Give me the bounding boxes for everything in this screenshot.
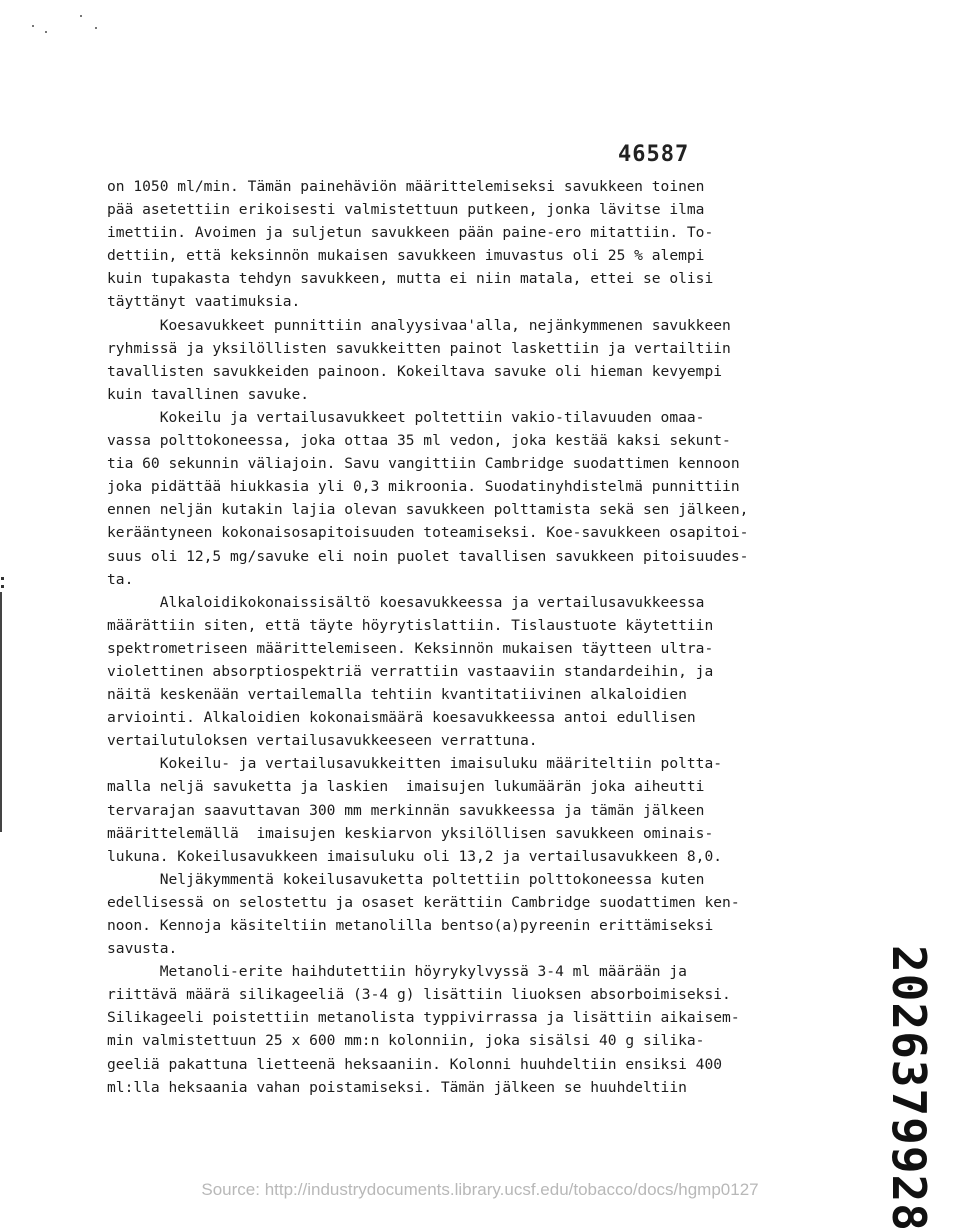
text-line: määrättiin siten, että täyte höyrytislattiin. Tislaustuote käytettiin [107, 616, 714, 634]
text-line: min valmistettuun 25 x 600 mm:n kolonniin, joka sisälsi 40 g silika- [107, 1032, 705, 1050]
text-line: tervarajan saavuttavan 300 mm merkinnän savukkeessa ja tämän jälkeen [107, 801, 705, 819]
text-line: suus oli 12,5 mg/savuke eli noin puolet tavallisen savukkeen pitoisuudes- [107, 547, 749, 565]
text-line: ennen neljän kutakin lajia olevan savukkeen polttamista sekä sen jälkeen, [107, 501, 749, 519]
text-line: Neljäkymmentä kokeilusavuketta poltettiin polttokoneessa kuten [107, 870, 705, 888]
text-line: noon. Kennoja käsiteltiin metanolilla bentso(a)pyreenin erittämiseksi [107, 917, 714, 934]
text-line: näitä keskenään vertailemalla tehtiin kvantitatiivinen alkaloidien [107, 686, 687, 704]
text-line: vertailutuloksen vertailusavukkeeseen verrattuna. [107, 732, 538, 750]
text-line: Koesavukkeet punnittiin analyysivaa'alla, nejänkymmenen savukkeen [107, 316, 731, 334]
text-line: tia 60 sekunnin väliajoin. Savu vangittiin Cambridge suodattimen kennoon [107, 455, 740, 473]
text-line: savusta. [107, 940, 178, 958]
text-line: Alkaloidikokonaissisältö koesavukkeessa ja vertailusavukkeessa [107, 593, 705, 611]
text-line: imettiin. Avoimen ja suljetun savukkeen pään paine-ero mitattiin. To- [107, 224, 714, 242]
text-line: kuin tupakasta tehdyn savukkeen, mutta ei niin matala, ettei se olisi [107, 270, 714, 288]
text-line: tavallisten savukkeiden painoon. Kokeiltava savuke oli hieman kevyempi [107, 362, 723, 380]
text-line: ml:lla heksaania vahan poistamiseksi. Tämän jälkeen se huuhdeltiin [107, 1078, 687, 1096]
text-line: ryhmissä ja yksilöllisten savukkeitten painot laskettiin ja vertailtiin [107, 339, 731, 357]
text-line: geeliä pakattuna lietteenä heksaaniin. Kolonni huuhdeltiin ensiksi 400 [107, 1055, 723, 1073]
text-line: pää asetettiin erikoisesti valmistettuun putkeen, jonka lävitse ilma [107, 201, 705, 219]
text-line: kuin tavallinen savuke. [107, 385, 310, 403]
text-line: spektrometriseen määrittelemiseen. Keksinnön mukaisen täytteen ultra- [107, 639, 714, 657]
text-line: malla neljä savuketta ja laskien imaisujen lukumäärän joka aiheutti [107, 778, 705, 796]
text-line: määrittelemällä imaisujen keskiarvon yksilöllisen savukkeen ominais- [107, 824, 714, 842]
source-footer: Source: http://industrydocuments.library.ucsf.edu/tobacco/docs/hgmp0127 [201, 1180, 759, 1199]
text-line: violettinen absorptiospektriä verrattiin vastaaviin standardeihin, ja [107, 662, 714, 680]
side-document-number: 2026379928 [882, 945, 936, 1232]
text-line: Kokeilu- ja vertailusavukkeitten imaisuluku määriteltiin poltta- [107, 755, 723, 773]
text-line: riittävä määrä silikageeliä (3-4 g) lisättiin liuoksen absorboimiseksi. [107, 986, 731, 1004]
text-line: arviointi. Alkaloidien kokonaismäärä koesavukkeessa antoi edullisen [107, 709, 696, 727]
body-text [107, 175, 827, 1099]
text-line: vassa polttokoneessa, joka ottaa 35 ml vedon, joka kestää kaksi sekunt- [107, 432, 731, 450]
text-line: on 1050 ml/min. Tämän painehäviön määrittelemiseksi savukkeen toinen [107, 178, 705, 195]
text-line: kerääntyneen kokonaisosapitoisuuden toteamiseksi. Koe-savukkeen osapitoi- [107, 524, 749, 542]
text-line: edellisessä on selostettu ja osaset kerättiin Cambridge suodattimen ken- [107, 893, 740, 911]
text-line: joka pidättää hiukkasia yli 0,3 mikroonia. Suodatinyhdistelmä punnittiin [107, 478, 740, 496]
text-line: täyttänyt vaatimuksia. [107, 293, 301, 311]
text-line: Metanoli-erite haihdutettiin höyrykylvyssä 3-4 ml määrään ja [107, 963, 687, 981]
text-line: Kokeilu ja vertailusavukkeet poltettiin vakio-tilavuuden omaa- [107, 408, 705, 426]
text-line: lukuna. Kokeilusavukkeen imaisuluku oli 13,2 ja vertailusavukkeen 8,0. [107, 847, 723, 865]
text-line: Silikageeli poistettiin metanolista typpivirrassa ja lisättiin aikaisem- [107, 1009, 740, 1027]
left-margin-rule [0, 592, 2, 832]
text-line: ta. [107, 570, 134, 588]
text-line: dettiin, että keksinnön mukaisen savukkeen imuvastus oli 25 % alempi [107, 247, 705, 265]
page-number: 46587 [618, 142, 690, 167]
scan-specks [30, 15, 110, 45]
